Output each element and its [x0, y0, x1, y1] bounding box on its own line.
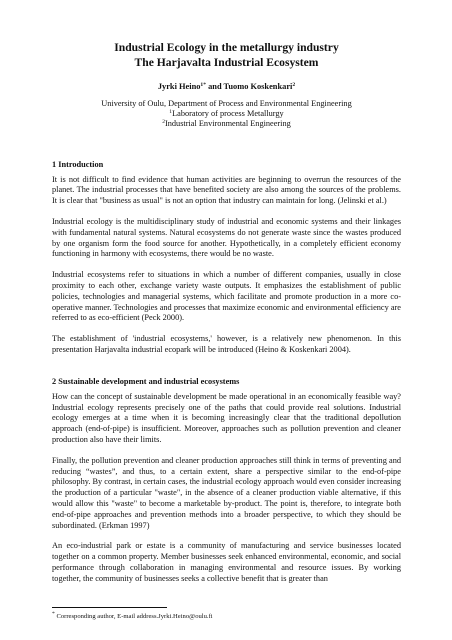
authors-line	[52, 82, 401, 92]
paper-title	[52, 40, 401, 70]
footnote-text: Corresponding author, E-mail address.Jyrki.Heino@oulu.fi	[54, 613, 213, 620]
section-2-paragraph-2: Finally, the pollution prevention and cleaner production approaches still think in terms of preventing and reducing “wastes”, and thus, to a certain extent, share a perspective similar to the end-of-pipe philosophy. By contrast, in certain cases, the industrial ecology approach would even consider increasing the production of a particular "waste", in the absence of a cleaner production viable alternative, if this would allow this "waste" to become a marketable by-product. The point is, therefore, to integrate both end-of-pipe approaches and prevention methods into a broader perspective, to which they should be subordinated. (Erkman 1997)	[52, 455, 401, 530]
footnote	[52, 613, 213, 621]
affiliations	[52, 99, 401, 130]
author-1: Jyrki Heino	[157, 82, 201, 91]
section-1-heading: 1 Introduction	[52, 159, 104, 169]
lab-1-mark: 1	[169, 109, 173, 116]
section-1-paragraph-4: The establishment of 'industrial ecosystems,' however, is a relatively new phenomenon. In this presentation Harjavalta industrial ecopark will be introduced (Heino & Koskenkari 2004).	[52, 334, 401, 354]
title-line-2: The Harjavalta Industrial Ecosystem	[134, 56, 319, 69]
affiliation-university: University of Oulu, Department of Process and Environmental Engineering	[101, 99, 352, 108]
title-line-1: Industrial Ecology in the metallurgy industry	[114, 41, 339, 54]
section-1-paragraph-3: Industrial ecosystems refer to situations in which a number of different companies, usually in close proximity to each other, exchange variety waste outputs. It emphasizes the establishment of public policies, technologies and managerial systems, which facilitate and promote production in a more co-operative manner. Technologies and processes that maximize economic and environmental efficiency are referred to as eco-efficient (Peck 2000).	[52, 270, 401, 323]
section-2-paragraph-1: How can the concept of sustainable development be made operational in an economically feasible way? Industrial ecology represents precisely one of the paths that could provide real solutions. Industrial ecology emerges at a time when it is becoming increasingly clear that the traditional depollution approach (end-of-pipe) is insufficient. Moreover, approaches such as pollution prevention and cleaner production also have their limits.	[52, 391, 401, 444]
section-2-paragraph-3: An eco-industrial park or estate is a community of manufacturing and service businesses located together on a common property. Member businesses seek enhanced environmental, economic, and social performance through collaboration in managing environmental and resource issues. By working together, the community of businesses seeks a collective benefit that is greater than	[52, 541, 401, 583]
paper-page	[52, 40, 401, 585]
section-1-paragraph-2: Industrial ecology is the multidisciplinary study of industrial and economic systems and their linkages with fundamental natural systems. Natural ecosystems do not generate waste since the wastes produced by one organism form the food source for another. Hypothetically, in a completely efficient economy functioning in harmony with ecosystems, there would be no waste.	[52, 217, 401, 259]
author-2: and Tuomo Koskenkari	[206, 82, 293, 91]
lab-1-name: Laboratory of process Metallurgy	[172, 109, 284, 119]
footnote-mark: *	[52, 611, 55, 617]
lab-2-name: Industrial Environmental Engineering	[164, 119, 291, 129]
lab-2-mark: 2	[162, 119, 165, 126]
section-1-paragraph-1: It is not difficult to find evidence that human activities are beginning to overrun the resources of the planet. The industrial processes that have benefited society are also among the sources of the problems. It is clear that "business as usual" is not an option that industry can maintain for long. (Jelinski et al.)	[52, 174, 401, 206]
author-1-marks: 1*	[200, 82, 207, 88]
footnote-divider	[52, 607, 167, 608]
section-2-heading: 2 Sustainable development and industrial ecosystems	[52, 376, 240, 386]
author-2-mark: 2	[292, 82, 296, 88]
